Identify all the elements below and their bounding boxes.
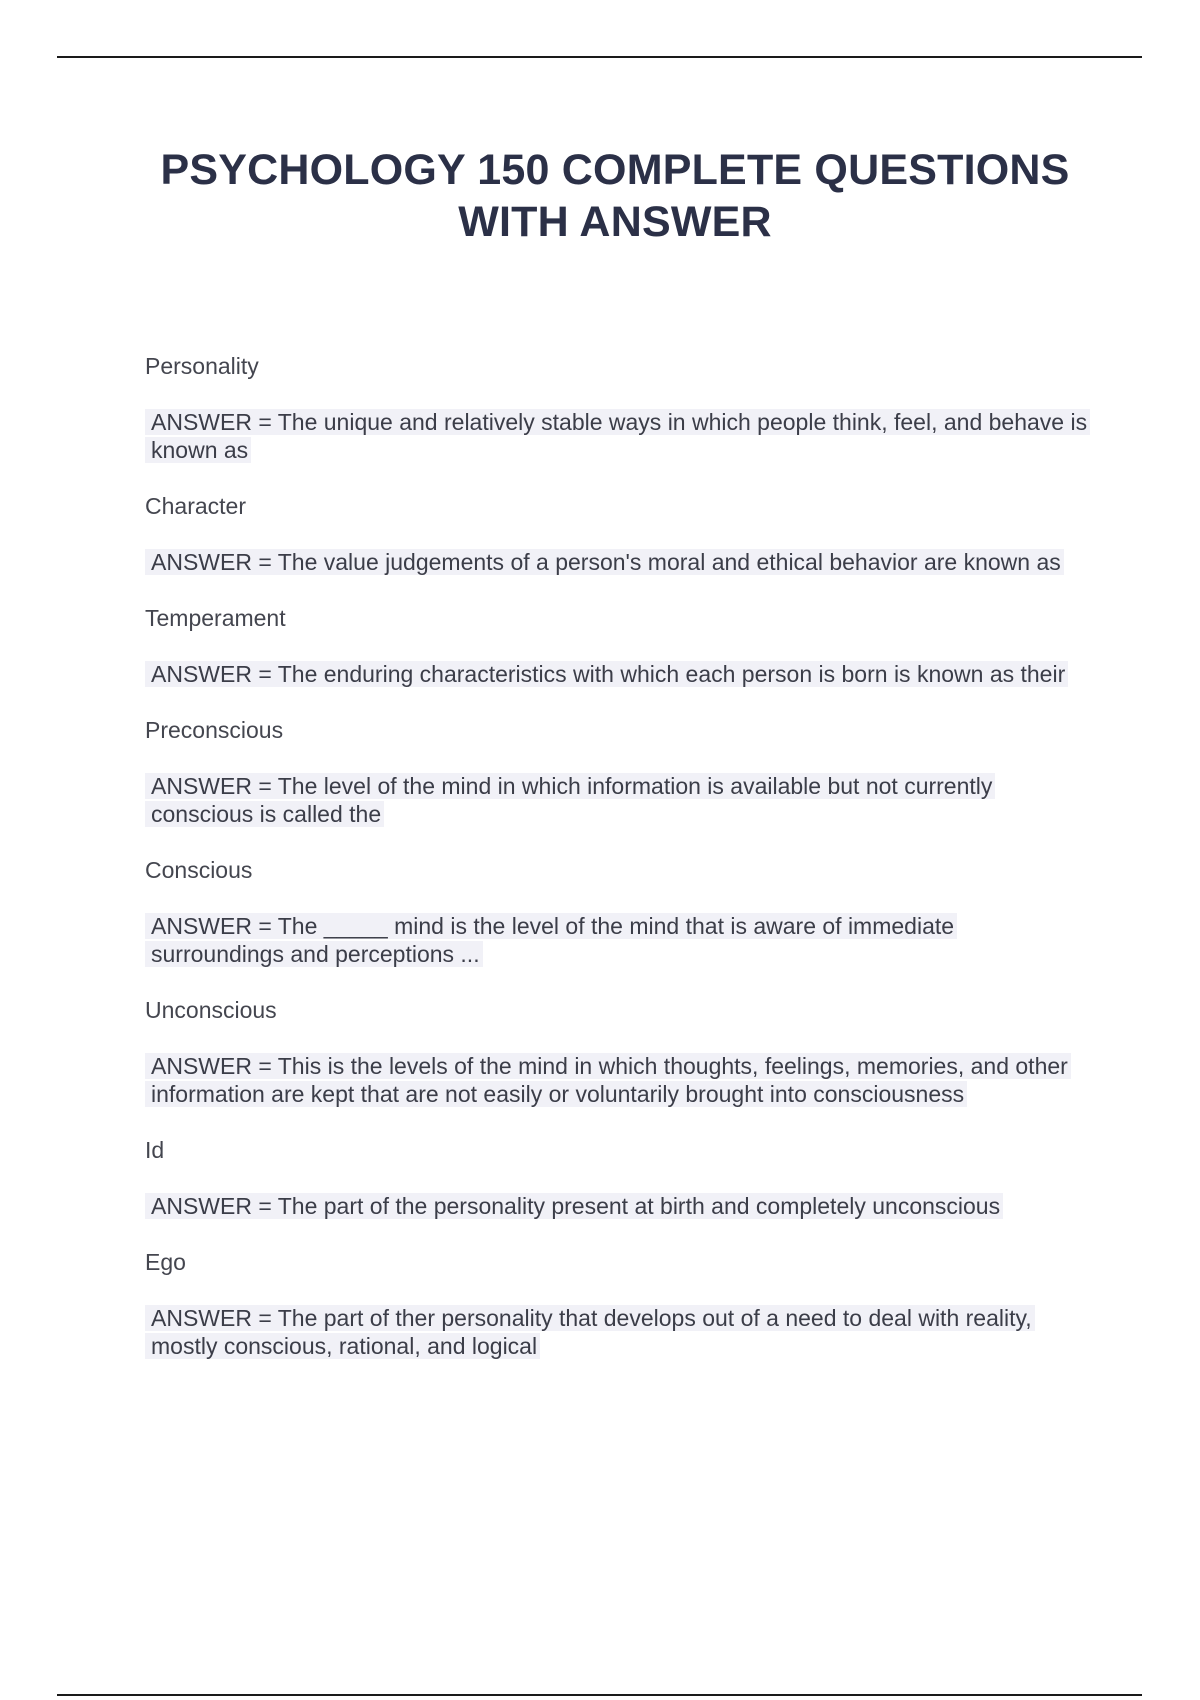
term: Character [145,493,246,519]
qa-entry-personality [145,352,1090,464]
qa-entry-id [145,1136,1090,1220]
answer-text: ANSWER = The _____ mind is the level of the mind that is aware of immediate surroundings and perceptions ... [145,913,957,967]
bottom-rule [57,1694,1142,1696]
answer-text: ANSWER = The enduring characteristics with which each person is born is known as their [145,661,1068,687]
answer-text: ANSWER = The part of the personality present at birth and completely unconscious [145,1193,1003,1219]
answer [145,660,1090,688]
answer-text: ANSWER = This is the levels of the mind in which thoughts, feelings, memories, and other information are kept that are not easily or voluntarily brought into consciousness [145,1053,1071,1107]
answer [145,1304,1090,1360]
qa-list [145,352,1090,1388]
qa-entry-preconscious [145,716,1090,828]
answer-text: ANSWER = The level of the mind in which information is available but not currently conscious is called the [145,773,995,827]
qa-entry-character [145,492,1090,576]
answer-text: ANSWER = The part of ther personality that develops out of a need to deal with reality, mostly conscious, rational, and logical [145,1305,1035,1359]
answer-text: ANSWER = The unique and relatively stable ways in which people think, feel, and behave is known as [145,409,1090,463]
qa-entry-unconscious [145,996,1090,1108]
qa-entry-conscious [145,856,1090,968]
answer-text: ANSWER = The value judgements of a person's moral and ethical behavior are known as [145,549,1064,575]
term: Preconscious [145,717,284,743]
term: Conscious [145,857,253,883]
page-title: PSYCHOLOGY 150 COMPLETE QUESTIONS WITH ANSWER [160,146,1070,246]
answer [145,408,1090,464]
term: Id [145,1137,165,1163]
qa-entry-temperament [145,604,1090,688]
top-rule [57,56,1142,58]
answer [145,1192,1090,1220]
term: Temperament [145,605,286,631]
term: Ego [145,1249,186,1275]
answer [145,1052,1090,1108]
term: Personality [145,353,259,379]
answer [145,772,1090,828]
qa-entry-ego [145,1248,1090,1360]
answer [145,548,1090,576]
term: Unconscious [145,997,277,1023]
answer [145,912,1090,968]
